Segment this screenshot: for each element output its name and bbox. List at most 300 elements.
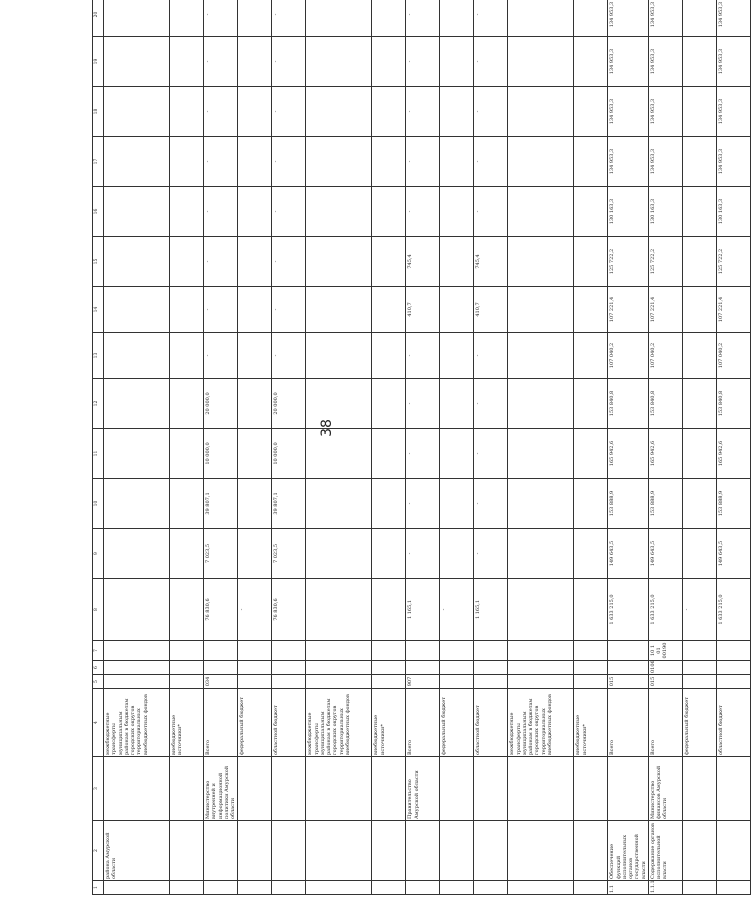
grbs-code-cell [716, 675, 750, 689]
header-cell: 17 [93, 137, 104, 187]
value-cell [574, 429, 608, 479]
rzpr-code-cell [104, 661, 170, 675]
value-cell [682, 333, 716, 379]
value-cell [372, 529, 406, 579]
executor-cell [716, 757, 750, 821]
value-cell [372, 37, 406, 87]
value-cell: 134 953,3 [716, 137, 750, 187]
value-cell [682, 237, 716, 287]
funding-source-cell: областной бюджет [716, 689, 750, 757]
value-cell [682, 479, 716, 529]
csr-code-cell [574, 641, 608, 661]
value-cell: - [272, 237, 306, 287]
executor-cell [170, 757, 204, 821]
value-cell: 1 633 215,0 [608, 579, 649, 641]
value-cell [170, 287, 204, 333]
csr-code-cell [440, 641, 474, 661]
funding-source-cell: внебюджетные источники* [574, 689, 608, 757]
row-number-cell [474, 881, 508, 895]
value-cell [508, 579, 574, 641]
executor-cell: Министерство внутренней и информационной политики Амурской области [204, 757, 238, 821]
value-cell [682, 529, 716, 579]
executor-cell [574, 757, 608, 821]
value-cell: 410,7 [406, 287, 440, 333]
activity-name-cell: района Амурской области [104, 821, 170, 881]
value-cell [372, 579, 406, 641]
value-cell [372, 429, 406, 479]
rzpr-code-cell [272, 661, 306, 675]
funding-source-cell: Всего [648, 689, 682, 757]
value-cell: - [272, 0, 306, 37]
grbs-code-cell: 907 [406, 675, 440, 689]
value-cell [104, 287, 170, 333]
value-cell: - [272, 287, 306, 333]
value-cell: - [474, 333, 508, 379]
value-cell: - [474, 187, 508, 237]
value-cell [306, 287, 372, 333]
value-cell [170, 137, 204, 187]
value-cell: 125 722,2 [716, 237, 750, 287]
executor-cell [608, 757, 649, 821]
value-cell [682, 429, 716, 479]
row-number-cell [170, 881, 204, 895]
value-cell [104, 479, 170, 529]
value-cell [508, 429, 574, 479]
value-cell [238, 333, 272, 379]
value-cell [440, 429, 474, 479]
value-cell [170, 479, 204, 529]
value-cell: 134 953,3 [648, 137, 682, 187]
row-number-cell [440, 881, 474, 895]
value-cell: 134 953,3 [648, 87, 682, 137]
activity-name-cell [406, 821, 440, 881]
table-row [474, 0, 508, 895]
value-cell: 153 840,8 [648, 379, 682, 429]
executor-cell [682, 757, 716, 821]
value-cell [574, 237, 608, 287]
value-cell [508, 333, 574, 379]
csr-code-cell [406, 641, 440, 661]
table-row [170, 0, 204, 895]
activity-name-cell [716, 821, 750, 881]
table-row [716, 0, 750, 895]
value-cell: 134 953,3 [648, 0, 682, 37]
value-cell [508, 87, 574, 137]
value-cell [440, 333, 474, 379]
value-cell [372, 137, 406, 187]
value-cell [574, 479, 608, 529]
table-row [508, 0, 574, 895]
value-cell: - [474, 0, 508, 37]
row-number-cell [272, 881, 306, 895]
value-cell: - [406, 137, 440, 187]
executor-cell [440, 757, 474, 821]
header-cell: 6 [93, 661, 104, 675]
value-cell: 125 722,2 [648, 237, 682, 287]
value-cell [682, 87, 716, 137]
csr-code-cell [170, 641, 204, 661]
table-row [574, 0, 608, 895]
value-cell: - [682, 579, 716, 641]
row-number-cell [104, 881, 170, 895]
value-cell: 76 830,6 [204, 579, 238, 641]
value-cell: 149 643,5 [648, 529, 682, 579]
value-cell [306, 379, 372, 429]
funding-source-cell: Всего [608, 689, 649, 757]
value-cell: 134 953,3 [716, 87, 750, 137]
value-cell [104, 87, 170, 137]
activity-name-cell [474, 821, 508, 881]
grbs-code-cell: 034 [204, 675, 238, 689]
value-cell [306, 0, 372, 37]
funding-source-cell: межбюджетные трансферты муниципальным районам в бюджетам городских округов территориальных внебюджетных фондов [104, 689, 170, 757]
value-cell [574, 287, 608, 333]
value-cell [372, 87, 406, 137]
row-number-cell [682, 881, 716, 895]
value-cell [682, 187, 716, 237]
value-cell [508, 287, 574, 333]
value-cell: 149 643,5 [716, 529, 750, 579]
activity-name-cell [306, 821, 372, 881]
value-cell: 130 163,3 [608, 187, 649, 237]
value-cell [104, 237, 170, 287]
value-cell: - [406, 333, 440, 379]
value-cell [306, 137, 372, 187]
grbs-code-cell: 015 [608, 675, 649, 689]
header-cell: 14 [93, 287, 104, 333]
funding-source-cell: Всего [204, 689, 238, 757]
rzpr-code-cell [204, 661, 238, 675]
header-cell: 11 [93, 429, 104, 479]
value-cell: 1 165,1 [474, 579, 508, 641]
value-cell: - [474, 429, 508, 479]
table-row [372, 0, 406, 895]
value-cell [508, 379, 574, 429]
grbs-code-cell [682, 675, 716, 689]
value-cell: 107 221,4 [716, 287, 750, 333]
value-cell: - [474, 87, 508, 137]
value-cell: - [406, 37, 440, 87]
rzpr-code-cell [170, 661, 204, 675]
value-cell: 125 722,2 [608, 237, 649, 287]
value-cell: 39 807,1 [204, 479, 238, 529]
grbs-code-cell: 015 [648, 675, 682, 689]
value-cell: - [406, 87, 440, 137]
row-number-cell: 1.1 [608, 881, 649, 895]
value-cell: 10 000,0 [272, 429, 306, 479]
table-row [272, 0, 306, 895]
row-number-cell [372, 881, 406, 895]
activity-name-cell: Обеспечение функций исполнительных органов государственной власти [608, 821, 649, 881]
funding-source-cell: федеральный бюджет [682, 689, 716, 757]
grbs-code-cell [306, 675, 372, 689]
value-cell: - [272, 87, 306, 137]
activity-name-cell [574, 821, 608, 881]
funding-source-cell: областной бюджет [272, 689, 306, 757]
header-cell: 3 [93, 757, 104, 821]
table-row [104, 0, 170, 895]
value-cell [306, 529, 372, 579]
value-cell [238, 187, 272, 237]
value-cell: - [204, 187, 238, 237]
value-cell: - [204, 0, 238, 37]
rzpr-code-cell [508, 661, 574, 675]
value-cell [306, 237, 372, 287]
grbs-code-cell [440, 675, 474, 689]
value-cell [440, 137, 474, 187]
value-cell: 153 840,8 [608, 379, 649, 429]
value-cell [440, 0, 474, 37]
value-cell [170, 379, 204, 429]
value-cell [440, 87, 474, 137]
rzpr-code-cell [406, 661, 440, 675]
value-cell [682, 37, 716, 87]
value-cell: - [204, 37, 238, 87]
activity-name-cell [238, 821, 272, 881]
value-cell: - [272, 187, 306, 237]
page-number: 38 [318, 419, 335, 437]
funding-source-cell: внебюджетные источники* [372, 689, 406, 757]
csr-code-cell: 10 1 01 00190 [648, 641, 682, 661]
value-cell: 134 953,3 [608, 137, 649, 187]
value-cell: - [272, 137, 306, 187]
value-cell: - [204, 287, 238, 333]
activity-name-cell [272, 821, 306, 881]
value-cell [238, 529, 272, 579]
row-number-cell: 1.1.1 [648, 881, 682, 895]
value-cell [238, 379, 272, 429]
value-cell: 745,4 [406, 237, 440, 287]
value-cell [574, 0, 608, 37]
value-cell [238, 137, 272, 187]
value-cell: 20 000,0 [272, 379, 306, 429]
value-cell [170, 187, 204, 237]
value-cell [372, 479, 406, 529]
table-row [406, 0, 440, 895]
funding-source-cell: межбюджетные трансферты муниципальным районам в бюджетам городских округов территориальных внебюджетных фондов [306, 689, 372, 757]
table-header [93, 0, 104, 895]
funding-source-cell: межбюджетные трансферты муниципальным районам в бюджетам городских округов территориальных внебюджетных фондов [508, 689, 574, 757]
value-cell [508, 37, 574, 87]
value-cell [170, 237, 204, 287]
value-cell: 107 221,4 [648, 287, 682, 333]
value-cell [574, 137, 608, 187]
csr-code-cell [104, 641, 170, 661]
value-cell: 130 163,3 [716, 187, 750, 237]
value-cell [104, 379, 170, 429]
row-number-cell [238, 881, 272, 895]
value-cell: 165 942,6 [716, 429, 750, 479]
header-cell: 18 [93, 87, 104, 137]
grbs-code-cell [104, 675, 170, 689]
funding-source-cell: внебюджетные источники* [170, 689, 204, 757]
value-cell [574, 379, 608, 429]
value-cell [238, 0, 272, 37]
activity-name-cell [372, 821, 406, 881]
value-cell: - [406, 187, 440, 237]
value-cell: 20 000,0 [204, 379, 238, 429]
value-cell: 134 953,3 [716, 0, 750, 37]
rzpr-code-cell [682, 661, 716, 675]
value-cell [682, 137, 716, 187]
value-cell [238, 37, 272, 87]
value-cell [508, 0, 574, 37]
grbs-code-cell [508, 675, 574, 689]
header-cell: 10 [93, 479, 104, 529]
value-cell: - [406, 479, 440, 529]
value-cell: 134 953,3 [648, 37, 682, 87]
value-cell [440, 287, 474, 333]
value-cell: - [272, 333, 306, 379]
value-cell [104, 429, 170, 479]
value-cell: - [474, 379, 508, 429]
funding-source-cell: областной бюджет [474, 689, 508, 757]
rzpr-code-cell [306, 661, 372, 675]
value-cell [440, 237, 474, 287]
value-cell [508, 529, 574, 579]
value-cell [508, 237, 574, 287]
value-cell [508, 479, 574, 529]
value-cell [372, 287, 406, 333]
executor-cell [372, 757, 406, 821]
row-number-cell [306, 881, 372, 895]
csr-code-cell [272, 641, 306, 661]
rzpr-code-cell [716, 661, 750, 675]
executor-cell [508, 757, 574, 821]
value-cell: 134 953,3 [716, 37, 750, 87]
table-body [104, 0, 751, 895]
executor-cell: Министерство финансов Амурской области [648, 757, 682, 821]
value-cell: - [474, 479, 508, 529]
value-cell [306, 37, 372, 87]
value-cell [372, 379, 406, 429]
value-cell [372, 333, 406, 379]
funding-source-cell: Всего [406, 689, 440, 757]
value-cell [574, 187, 608, 237]
header-cell: 8 [93, 579, 104, 641]
executor-cell [104, 757, 170, 821]
rzpr-code-cell [440, 661, 474, 675]
value-cell: 149 643,5 [608, 529, 649, 579]
value-cell [104, 137, 170, 187]
value-cell [440, 37, 474, 87]
rzpr-code-cell [474, 661, 508, 675]
value-cell [508, 137, 574, 187]
value-cell [238, 479, 272, 529]
value-cell: - [474, 137, 508, 187]
value-cell [372, 0, 406, 37]
value-cell: 745,4 [474, 237, 508, 287]
table-row [238, 0, 272, 895]
csr-code-cell [204, 641, 238, 661]
value-cell: - [406, 429, 440, 479]
value-cell: 10 000,0 [204, 429, 238, 479]
value-cell: 410,7 [474, 287, 508, 333]
value-cell [104, 333, 170, 379]
value-cell: 7 023,5 [272, 529, 306, 579]
value-cell [104, 37, 170, 87]
header-cell: 13 [93, 333, 104, 379]
funding-source-cell: федеральный бюджет [440, 689, 474, 757]
value-cell [574, 37, 608, 87]
csr-code-cell [608, 641, 649, 661]
value-cell [238, 287, 272, 333]
value-cell: 1 165,1 [406, 579, 440, 641]
csr-code-cell [306, 641, 372, 661]
value-cell [440, 379, 474, 429]
csr-code-cell [716, 641, 750, 661]
header-row [93, 0, 104, 895]
value-cell [440, 479, 474, 529]
value-cell [104, 529, 170, 579]
value-cell [170, 333, 204, 379]
value-cell [306, 333, 372, 379]
value-cell: 130 163,3 [648, 187, 682, 237]
value-cell: - [440, 579, 474, 641]
value-cell [238, 87, 272, 137]
value-cell [682, 0, 716, 37]
value-cell [440, 529, 474, 579]
value-cell [508, 187, 574, 237]
header-cell: 1 [93, 881, 104, 895]
activity-name-cell [170, 821, 204, 881]
value-cell [238, 429, 272, 479]
value-cell: - [474, 529, 508, 579]
value-cell [574, 87, 608, 137]
value-cell: 107 040,2 [648, 333, 682, 379]
grbs-code-cell [574, 675, 608, 689]
funding-source-cell: федеральный бюджет [238, 689, 272, 757]
executor-cell [474, 757, 508, 821]
value-cell: 134 953,3 [608, 0, 649, 37]
value-cell: - [204, 333, 238, 379]
value-cell [170, 579, 204, 641]
value-cell [306, 87, 372, 137]
activity-name-cell [204, 821, 238, 881]
value-cell [306, 479, 372, 529]
activity-name-cell [682, 821, 716, 881]
value-cell: 107 221,4 [608, 287, 649, 333]
value-cell: 1 633 215,0 [648, 579, 682, 641]
value-cell [574, 529, 608, 579]
table-row [204, 0, 238, 895]
value-cell: - [406, 0, 440, 37]
value-cell: 107 040,2 [608, 333, 649, 379]
header-cell: 16 [93, 187, 104, 237]
value-cell [306, 429, 372, 479]
value-cell [574, 333, 608, 379]
rzpr-code-cell [574, 661, 608, 675]
header-cell: 7 [93, 641, 104, 661]
grbs-code-cell [238, 675, 272, 689]
value-cell [238, 237, 272, 287]
csr-code-cell [474, 641, 508, 661]
activity-name-cell [508, 821, 574, 881]
row-number-cell [716, 881, 750, 895]
value-cell: - [406, 379, 440, 429]
rzpr-code-cell [238, 661, 272, 675]
budget-table [92, 0, 751, 895]
row-number-cell [406, 881, 440, 895]
rzpr-code-cell [608, 661, 649, 675]
executor-cell [272, 757, 306, 821]
grbs-code-cell [272, 675, 306, 689]
value-cell [170, 87, 204, 137]
header-cell: 15 [93, 237, 104, 287]
value-cell: - [238, 579, 272, 641]
value-cell [170, 429, 204, 479]
grbs-code-cell [474, 675, 508, 689]
